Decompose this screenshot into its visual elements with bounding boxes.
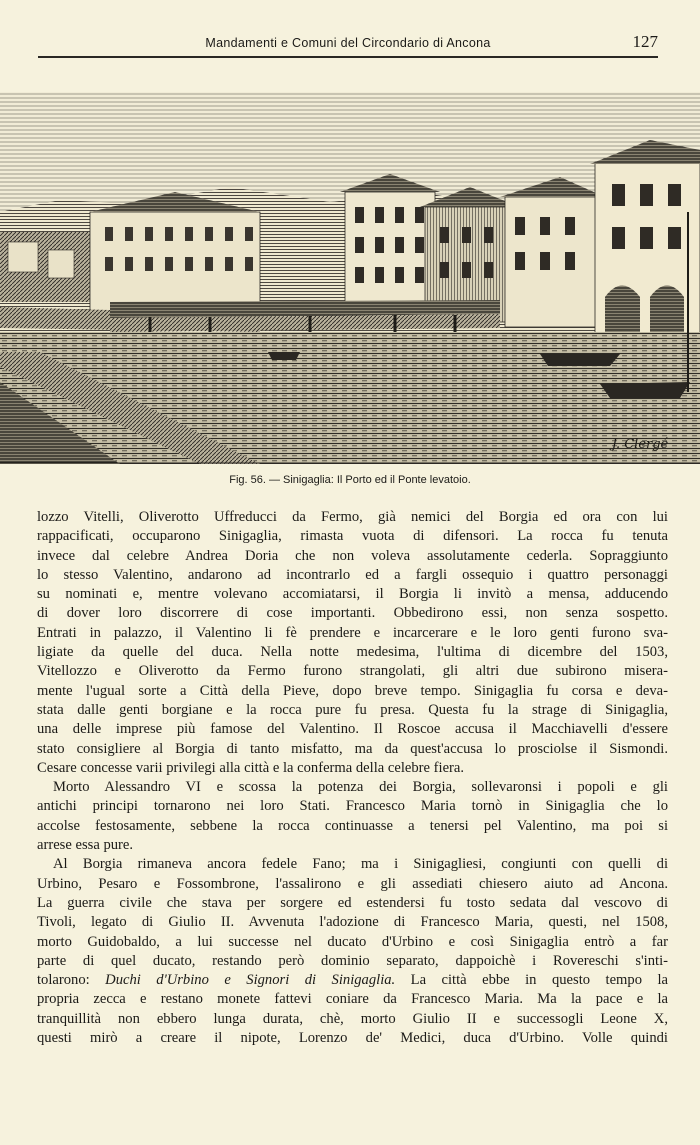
text-line: di dover loro discorrere di cose importanti. Obbedirono essi, non senza sospetto. <box>37 605 668 622</box>
text-line: propria zecca e restano monete fattevi coniare da Francesco Maria. Ma la pace e la <box>37 991 668 1008</box>
text-line: stato consigliere al Borgia di tanto misfatto, ma da quest'accusa lo prosciolse il Sismondi. <box>37 740 668 757</box>
page-header <box>38 34 658 58</box>
text-line: stata dalle genti borgiane e la rocca pure fu presa. Questa fu la strage di Sinigaglia, <box>37 701 668 718</box>
text-line: tranquillità non ebbero lunga durata, chè, morto Giulio II e successogli Leone X, <box>37 1010 668 1027</box>
text-line: invece dal celebre Andrea Doria che non voleva assolutamente cederla. Sopraggiunto <box>37 547 668 564</box>
text-line: lozzo Vitelli, Oliverotto Uffreducci da Fermo, già nemici del Borgia ed ora con lui <box>37 509 668 525</box>
body-text <box>37 508 668 1048</box>
text-line: rappacificati, occuparono Sinigaglia, rimasta vuota di difensori. La rocca fu tenuta <box>37 528 668 545</box>
text-segment: La città ebbe in questo tempo la <box>395 972 668 989</box>
italic-title: Duchi d'Urbino e Signori di Sinigaglia. <box>105 972 396 989</box>
text-line: morto Guidobaldo, a lui successe nel ducato d'Urbino e così Sinigaglia entrò a far <box>37 933 668 950</box>
figure-caption: Fig. 56. — Sinigaglia: Il Porto ed il Ponte levatoio. <box>229 474 471 486</box>
text-line: una delle imprese più famose del Valentino. Il Roscoe accusa il Macchiavelli d'essere <box>37 721 668 738</box>
engraver-signature: J. Clergé <box>611 437 669 452</box>
text-line: Vitellozzo e Oliverotto da Fermo furono strangolati, gli altri due subirono misera- <box>37 663 668 680</box>
text-line: questi mirò a creare il nipote, Lorenzo de' Medici, duca d'Urbino. Volle quindi <box>37 1030 668 1047</box>
text-line: lo stesso Valentino, andarono ad incontrarlo ed a fargli ossequio i quattro personaggi <box>37 566 668 583</box>
text-line: Cesare concesse varii privilegi alla città e la conferma della celebre fiera. <box>37 759 465 776</box>
text-line: mente l'ugual sorte a Città della Pieve, dopo breve tempo. Sinigaglia fu corsa e deva- <box>37 682 668 699</box>
text-line: antichi principi tornarono nei loro Stati. Francesco Maria tornò in Sinigaglia che lo <box>37 798 668 815</box>
text-line: Urbino, Pesaro e Fossombrone, l'assalirono e gli assediati chiesero aiuto ad Ancona. <box>37 875 668 892</box>
running-title: Mandamenti e Comuni del Circondario di Ancona <box>205 36 491 50</box>
text-line <box>37 971 668 990</box>
text-line: Al Borgia rimaneva ancora fedele Fano; ma i Sinigagliesi, congiunti con quelli di <box>53 856 668 873</box>
engraving-figure <box>0 92 700 464</box>
text-line: La guerra civile che stava per sorgere ed estendersi fu tosto sedata dal vescovo di <box>37 894 668 911</box>
text-line: Tivoli, legato di Giulio II. Avvenuta l'adozione di Francesco Maria, questi, nel 1508, <box>37 914 668 931</box>
paragraph-3 <box>37 855 668 1048</box>
page-number: 127 <box>632 32 658 51</box>
harbor-engraving-image <box>0 92 700 464</box>
text-line: Morto Alessandro VI e scossa la potenza dei Borgia, sollevaronsi i popoli e gli <box>53 779 668 796</box>
text-line: accolse festosamente, sebbene la rocca continuasse a tenersi pel Valentino, ma poi si <box>37 817 668 834</box>
text-segment: tolarono: <box>37 972 106 989</box>
text-line: Entrati in palazzo, il Valentino li fè prendere e incarcerare e le loro genti furono sva- <box>37 624 668 641</box>
text-line: ligiate da quelle del duca. Nella notte medesima, l'ultima di dicembre del 1503, <box>37 644 668 661</box>
text-line: arrese essa pure. <box>37 837 134 854</box>
text-line: parte di quel ducato, restando però dominio separato, dappoichè i Rovereschi s'inti- <box>37 952 668 969</box>
text-line: su nominati e, mentre volevano accomiatarsi, il Borgia li invitò a mensa, adducendo <box>37 586 668 603</box>
paragraph-1 <box>37 508 668 778</box>
paragraph-2 <box>37 778 668 855</box>
